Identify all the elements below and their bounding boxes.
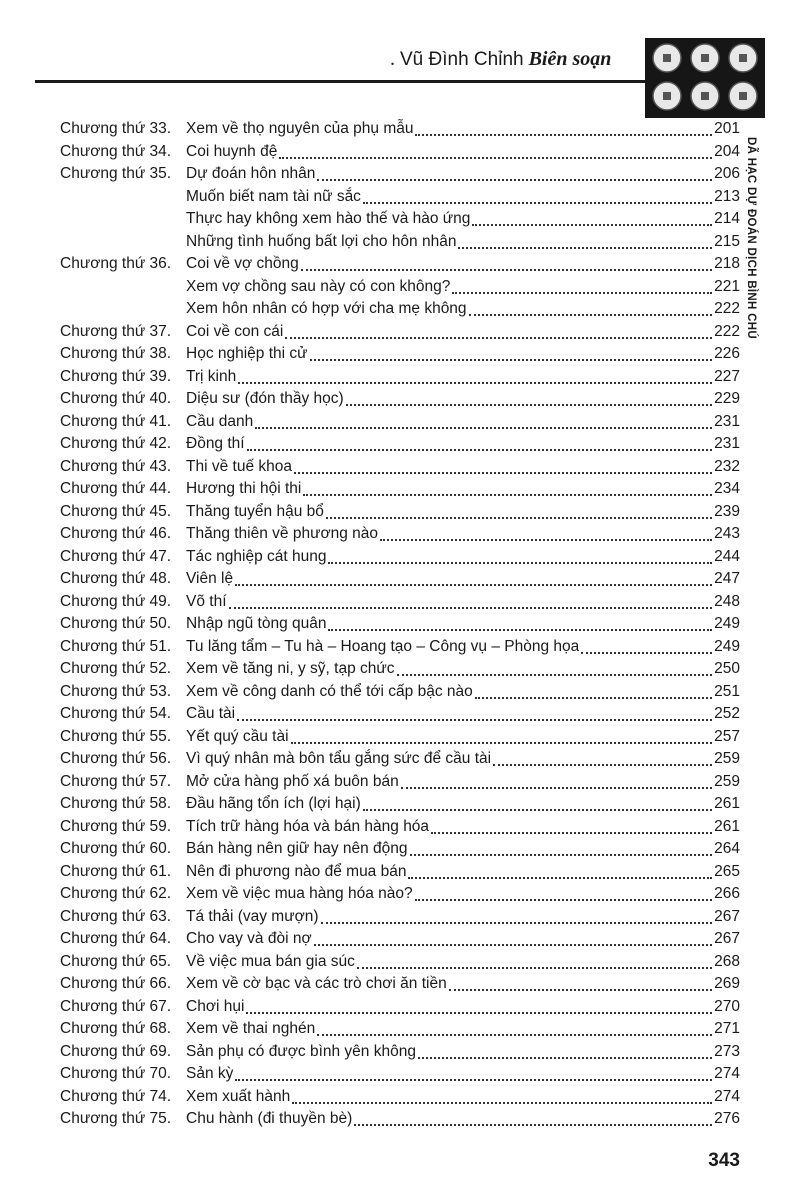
chapter-page: 222 <box>714 300 740 317</box>
chapter-label: Chương thứ 33. <box>60 120 172 137</box>
chapter-page: 213 <box>714 187 740 205</box>
header-rule <box>35 80 645 83</box>
chapter-page: 271 <box>714 1020 740 1037</box>
chapter-title: Muốn biết nam tài nữ sắc <box>186 187 361 205</box>
chapter-page: 249 <box>714 637 740 655</box>
toc-entry <box>60 298 740 321</box>
toc-entry <box>60 253 740 276</box>
chapter-page: 259 <box>714 772 740 790</box>
chapter-label: Chương thứ 48. <box>60 570 172 587</box>
running-header <box>390 48 640 78</box>
toc-entry <box>60 703 740 726</box>
dot-leader <box>317 175 712 181</box>
chapter-title: Xem xuất hành <box>186 1087 291 1105</box>
chapter-page: 222 <box>714 322 740 340</box>
chapter-page: 218 <box>714 255 740 272</box>
chapter-title: Xem về việc mua hàng hóa nào? <box>186 885 413 902</box>
dot-leader <box>397 670 713 676</box>
toc-entry <box>60 478 740 501</box>
dot-leader <box>285 333 712 339</box>
chapter-label: Chương thứ 55. <box>60 727 172 745</box>
chapter-title: Dự đoán hôn nhân <box>186 165 316 182</box>
chapter-title: Xem vợ chồng sau này có con không? <box>186 277 451 295</box>
toc-entry <box>60 951 740 974</box>
chapter-page: 273 <box>714 1042 740 1060</box>
toc-entry <box>60 681 740 704</box>
dot-leader <box>452 288 712 294</box>
author-role: Biên soạn <box>528 48 612 70</box>
dot-leader <box>328 558 712 564</box>
chapter-page: 221 <box>714 277 740 295</box>
chapter-title: Vì quý nhân mà bôn tẩu gắng sức để cầu tài <box>186 750 492 767</box>
chapter-label: Chương thứ 69. <box>60 1042 172 1060</box>
chapter-title: Yết quý cầu tài <box>186 727 289 745</box>
chapter-page: 215 <box>714 232 740 250</box>
dot-leader <box>449 985 712 991</box>
book-title-side-label: DÃ HẠC DỰ ĐOÁN DỊCH BÌNH CHÚ <box>745 137 757 339</box>
chapter-page: 257 <box>714 727 740 745</box>
toc-entry <box>60 1063 740 1086</box>
chapter-label: Chương thứ 53. <box>60 682 172 700</box>
chapter-title: Xem về thai nghén <box>186 1020 316 1037</box>
chapter-page: 201 <box>714 120 740 137</box>
chapter-label: Chương thứ 38. <box>60 345 172 362</box>
toc-entry <box>60 793 740 816</box>
chapter-label: Chương thứ 58. <box>60 795 172 812</box>
chapter-label: Chương thứ 47. <box>60 547 172 565</box>
chapter-label: Chương thứ 66. <box>60 975 172 992</box>
toc-entry <box>60 861 740 884</box>
chapter-title: Mở cửa hàng phố xá buôn bán <box>186 772 399 790</box>
chapter-title: Học nghiệp thi cử <box>186 345 308 362</box>
chapter-page: 266 <box>714 885 740 902</box>
chapter-page: 214 <box>714 210 740 227</box>
chapter-label: Chương thứ 41. <box>60 412 172 430</box>
chapter-label: Chương thứ 36. <box>60 255 172 272</box>
chapter-label: Chương thứ 43. <box>60 457 172 475</box>
table-of-contents <box>60 118 740 1130</box>
toc-entry <box>60 546 740 569</box>
chapter-label: Chương thứ 60. <box>60 840 172 857</box>
toc-entry <box>60 1108 740 1131</box>
dot-leader <box>235 580 712 586</box>
chapter-title: Xem hôn nhân có hợp với cha mẹ không <box>186 300 467 317</box>
dot-leader <box>363 198 712 204</box>
toc-entry <box>60 366 740 389</box>
dot-leader <box>292 1098 712 1104</box>
toc-entry <box>60 231 740 254</box>
toc-entry <box>60 163 740 186</box>
page-number: 343 <box>708 1150 740 1171</box>
dot-leader <box>380 535 712 541</box>
chapter-label: Chương thứ 63. <box>60 907 172 925</box>
toc-entry <box>60 748 740 771</box>
dot-leader <box>229 603 713 609</box>
chapter-title: Sản kỳ <box>186 1065 234 1082</box>
chapter-page: 234 <box>714 480 740 497</box>
chapter-label: Chương thứ 34. <box>60 142 172 160</box>
chapter-page: 261 <box>714 817 740 835</box>
dot-leader <box>581 648 712 654</box>
chapter-title: Xem về cờ bạc và các trò chơi ăn tiền <box>186 975 447 992</box>
chapter-page: 204 <box>714 142 740 160</box>
chapter-title: Chu hành (đi thuyền bè) <box>186 1110 353 1127</box>
chapter-page: 267 <box>714 907 740 925</box>
chapter-title: Đầu hãng tổn ích (lợi hại) <box>186 795 361 812</box>
toc-entry <box>60 658 740 681</box>
dot-leader <box>346 400 712 406</box>
dot-leader <box>255 423 712 429</box>
chapter-title: Tích trữ hàng hóa và bán hàng hóa <box>186 817 430 835</box>
toc-entry <box>60 321 740 344</box>
dot-leader <box>326 513 712 519</box>
dot-leader <box>328 625 712 631</box>
toc-entry <box>60 906 740 929</box>
chapter-title: Thực hay không xem hào thế và hào ứng <box>186 210 471 227</box>
chapter-title: Cầu danh <box>186 412 254 430</box>
dot-leader <box>493 760 712 766</box>
dot-leader <box>279 153 712 159</box>
toc-entry <box>60 501 740 524</box>
dot-leader <box>247 445 713 451</box>
chapter-label: Chương thứ 54. <box>60 705 172 722</box>
chapter-title: Chơi hụi <box>186 997 245 1015</box>
chapter-label: Chương thứ 67. <box>60 997 172 1015</box>
dot-leader <box>237 715 712 721</box>
chapter-label: Chương thứ 42. <box>60 435 172 452</box>
chapter-title: Nhập ngũ tòng quân <box>186 615 327 632</box>
chapter-page: 264 <box>714 840 740 857</box>
chapter-page: 265 <box>714 862 740 880</box>
toc-entry <box>60 973 740 996</box>
dot-leader <box>431 828 712 834</box>
toc-entry <box>60 456 740 479</box>
dot-leader <box>418 1053 712 1059</box>
chapter-page: 247 <box>714 570 740 587</box>
chapter-title: Coi huynh đệ <box>186 142 278 160</box>
toc-entry <box>60 141 740 164</box>
dot-leader <box>472 220 712 226</box>
dot-leader <box>415 130 712 136</box>
chapter-page: 239 <box>714 502 740 520</box>
chapter-title: Viên lệ <box>186 570 234 587</box>
chapter-page: 270 <box>714 997 740 1015</box>
chapter-title: Võ thí <box>186 592 227 610</box>
chapter-title: Hương thi hội thi <box>186 480 302 497</box>
chapter-page: 232 <box>714 457 740 475</box>
chapter-label: Chương thứ 51. <box>60 637 172 655</box>
chapter-page: 229 <box>714 390 740 407</box>
dot-leader <box>415 895 713 901</box>
dot-leader <box>458 243 712 249</box>
toc-entry <box>60 1041 740 1064</box>
toc-entry <box>60 433 740 456</box>
chapter-page: 231 <box>714 435 740 452</box>
toc-entry <box>60 816 740 839</box>
chapter-title: Xem về thọ nguyên của phụ mẫu <box>186 120 414 137</box>
chapter-page: 251 <box>714 682 740 700</box>
toc-entry <box>60 1086 740 1109</box>
chapter-label: Chương thứ 50. <box>60 615 172 632</box>
dot-leader <box>357 963 712 969</box>
dot-leader <box>410 850 713 856</box>
chapter-page: 227 <box>714 367 740 385</box>
chapter-label: Chương thứ 46. <box>60 525 172 542</box>
toc-entry <box>60 523 740 546</box>
chapter-page: 261 <box>714 795 740 812</box>
dot-leader <box>310 355 713 361</box>
chapter-label: Chương thứ 65. <box>60 952 172 970</box>
chapter-title: Bán hàng nên giữ hay nên động <box>186 840 408 857</box>
chapter-page: 248 <box>714 592 740 610</box>
chapter-title: Coi về con cái <box>186 322 284 340</box>
chapter-title: Cầu tài <box>186 705 236 722</box>
chapter-title: Trị kinh <box>186 367 237 385</box>
chapter-label: Chương thứ 56. <box>60 750 172 767</box>
toc-entry <box>60 838 740 861</box>
dot-leader <box>291 738 713 744</box>
chapter-label: Chương thứ 40. <box>60 390 172 407</box>
dot-leader <box>363 805 712 811</box>
chapter-title: Tá thải (vay mượn) <box>186 907 319 925</box>
dot-leader <box>317 1030 712 1036</box>
dot-leader <box>408 873 712 879</box>
coin-ornament-icon <box>645 38 765 118</box>
chapter-page: 249 <box>714 615 740 632</box>
dot-leader <box>314 940 713 946</box>
chapter-label: Chương thứ 39. <box>60 367 172 385</box>
toc-entry <box>60 771 740 794</box>
toc-entry <box>60 343 740 366</box>
dot-leader <box>321 918 713 924</box>
chapter-label: Chương thứ 57. <box>60 772 172 790</box>
chapter-label: Chương thứ 70. <box>60 1065 172 1082</box>
toc-entry <box>60 883 740 906</box>
dot-leader <box>294 468 712 474</box>
chapter-label: Chương thứ 49. <box>60 592 172 610</box>
chapter-label: Chương thứ 44. <box>60 480 172 497</box>
chapter-title: Sản phụ có được bình yên không <box>186 1042 416 1060</box>
chapter-title: Tác nghiệp cát hung <box>186 547 327 565</box>
toc-entry <box>60 726 740 749</box>
chapter-page: 267 <box>714 930 740 947</box>
chapter-page: 243 <box>714 525 740 542</box>
toc-entry <box>60 411 740 434</box>
chapter-label: Chương thứ 59. <box>60 817 172 835</box>
chapter-label: Chương thứ 52. <box>60 660 172 677</box>
chapter-label: Chương thứ 45. <box>60 502 172 520</box>
author-name: Vũ Đình Chỉnh <box>400 49 524 70</box>
chapter-title: Về việc mua bán gia súc <box>186 952 355 970</box>
chapter-title: Nên đi phương nào để mua bán <box>186 862 407 880</box>
dot-leader <box>303 490 712 496</box>
chapter-page: 244 <box>714 547 740 565</box>
toc-entry <box>60 568 740 591</box>
chapter-label: Chương thứ 64. <box>60 930 172 947</box>
chapter-title: Xem về công danh có thể tới cấp bậc nào <box>186 682 473 700</box>
dot-leader <box>246 1008 712 1014</box>
chapter-title: Thăng tuyển hậu bổ <box>186 502 324 520</box>
toc-entry <box>60 208 740 231</box>
chapter-page: 252 <box>714 705 740 722</box>
chapter-page: 231 <box>714 412 740 430</box>
toc-entry <box>60 1018 740 1041</box>
chapter-page: 259 <box>714 750 740 767</box>
chapter-label: Chương thứ 35. <box>60 165 172 182</box>
dot-leader <box>401 783 712 789</box>
chapter-page: 206 <box>714 165 740 182</box>
chapter-title: Thăng thiên về phương nào <box>186 525 379 542</box>
toc-entry <box>60 636 740 659</box>
dot-leader <box>301 265 712 271</box>
dot-leader <box>235 1075 712 1081</box>
toc-entry <box>60 996 740 1019</box>
chapter-page: 276 <box>714 1110 740 1127</box>
chapter-page: 250 <box>714 660 740 677</box>
toc-entry <box>60 276 740 299</box>
dot-leader <box>354 1120 712 1126</box>
toc-entry <box>60 613 740 636</box>
chapter-label: Chương thứ 61. <box>60 862 172 880</box>
chapter-title: Xem về tăng ni, y sỹ, tạp chức <box>186 660 395 677</box>
dot-leader <box>238 378 712 384</box>
toc-entry <box>60 928 740 951</box>
chapter-label: Chương thứ 68. <box>60 1020 172 1037</box>
toc-entry <box>60 591 740 614</box>
chapter-title: Tu lăng tẩm – Tu hà – Hoang tạo – Công vụ – Phòng họa <box>186 637 580 655</box>
chapter-title: Đồng thí <box>186 435 245 452</box>
chapter-page: 274 <box>714 1087 740 1105</box>
header-bullet: . <box>390 48 400 70</box>
dot-leader <box>469 310 713 316</box>
dot-leader <box>475 693 712 699</box>
chapter-label: Chương thứ 74. <box>60 1087 172 1105</box>
chapter-title: Diệu sư (đón thầy học) <box>186 390 344 407</box>
toc-entry <box>60 118 740 141</box>
chapter-label: Chương thứ 62. <box>60 885 172 902</box>
chapter-label: Chương thứ 75. <box>60 1110 172 1127</box>
chapter-title: Coi về vợ chồng <box>186 255 299 272</box>
chapter-title: Những tình huống bất lợi cho hôn nhân <box>186 232 457 250</box>
chapter-page: 269 <box>714 975 740 992</box>
chapter-label: Chương thứ 37. <box>60 322 172 340</box>
chapter-page: 274 <box>714 1065 740 1082</box>
chapter-title: Thi về tuế khoa <box>186 457 292 475</box>
chapter-page: 268 <box>714 952 740 970</box>
toc-entry <box>60 388 740 411</box>
toc-entry <box>60 186 740 209</box>
chapter-page: 226 <box>714 345 740 362</box>
chapter-title: Cho vay và đòi nợ <box>186 930 312 947</box>
